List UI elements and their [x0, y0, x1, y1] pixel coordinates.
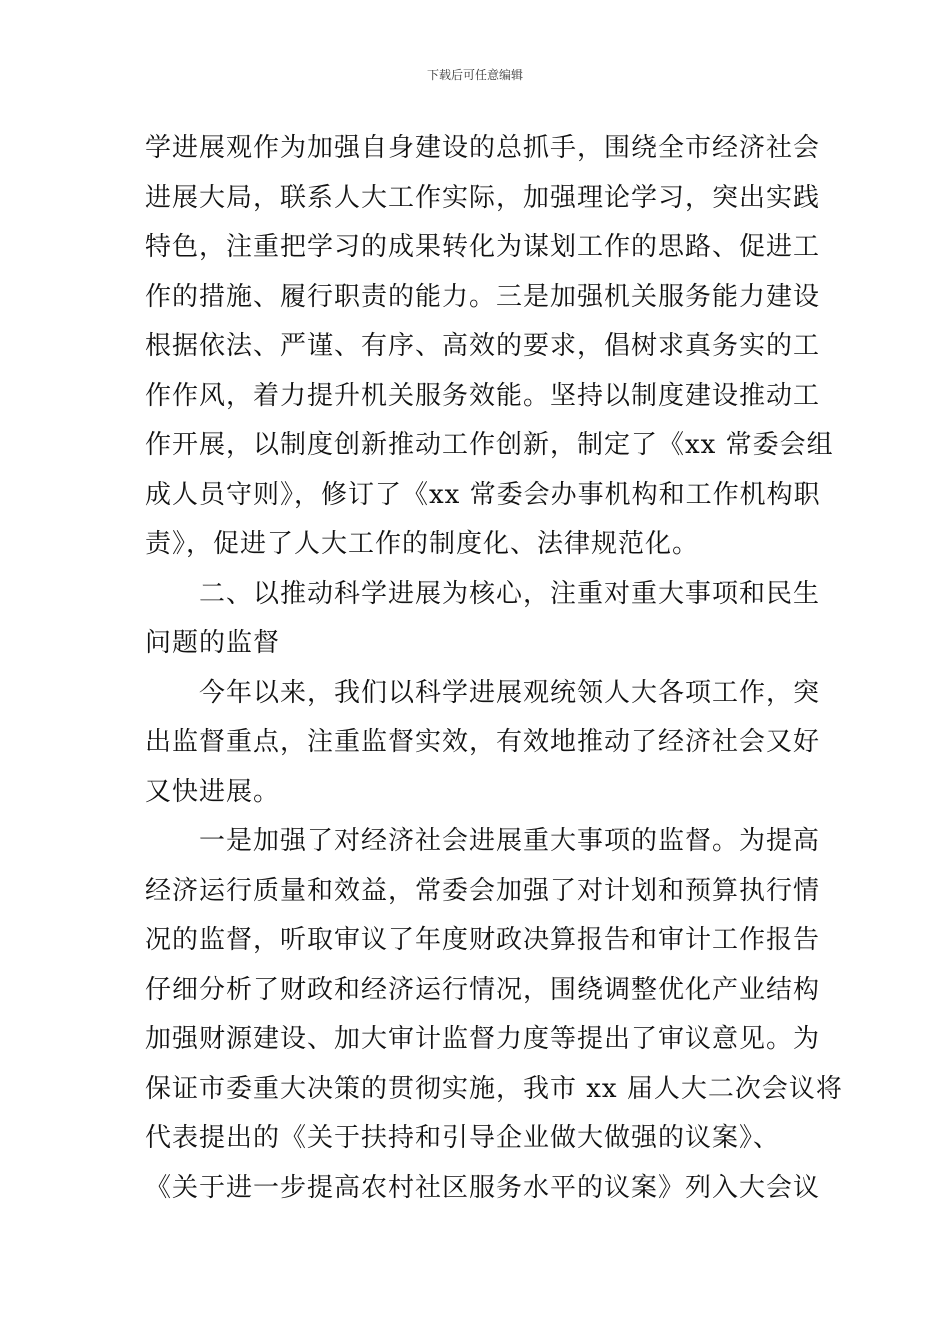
document-body	[145, 124, 843, 1213]
text-line: 今年以来，我们以科学进展观统领人大各项工作，突	[199, 677, 821, 708]
text-line: 根据依法、严谨、有序、高效的要求，倡树求真务实的工	[145, 331, 821, 361]
text-line: 责》，促进了人大工作的制度化、法律规范化。	[145, 529, 700, 559]
text-line: 《关于进一步提高农村社区服务水平的议案》列入大会议	[145, 1172, 821, 1203]
text-line: 进展大局，联系人大工作实际，加强理论学习，突出实践	[145, 182, 821, 213]
text-line: 特色，注重把学习的成果转化为谋划工作的思路、促进工	[145, 232, 821, 262]
text-line: 一是加强了对经济社会进展重大事项的监督。为提高	[199, 826, 821, 856]
text-line: 又快进展。	[145, 776, 281, 807]
section-heading-line: 二、以推动科学进展为核心，注重对重大事项和民生	[199, 578, 821, 609]
text-line: 成人员守则》，修订了《xx 常委会办事机构和工作机构职	[145, 479, 821, 510]
text-line: 经济运行质量和效益，常委会加强了对计划和预算执行情	[145, 875, 821, 906]
text-line: 代表提出的《关于扶持和引导企业做大做强的议案》、	[145, 1123, 781, 1153]
text-line: 加强财源建设、加大审计监督力度等提出了审议意见。为	[145, 1024, 821, 1054]
text-line: 作的措施、履行职责的能力。三是加强机关服务能力建设	[145, 281, 821, 312]
text-line: 仔细分析了财政和经济运行情况，围绕调整优化产业结构	[145, 974, 821, 1005]
section-heading-line: 问题的监督	[145, 628, 281, 658]
text-line: 学进展观作为加强自身建设的总抓手，围绕全市经济社会	[145, 133, 821, 163]
text-line: 作开展，以制度创新推动工作创新，制定了《xx 常委会组	[145, 430, 834, 460]
page-header-note: 下载后可任意编辑	[426, 68, 523, 82]
text-line: 作作风，着力提升机关服务效能。坚持以制度建设推动工	[145, 380, 821, 411]
text-line: 保证市委重大决策的贯彻实施，我市 xx 届人大二次会议将	[145, 1073, 843, 1104]
text-line: 出监督重点，注重监督实效，有效地推动了经济社会又好	[145, 727, 821, 757]
text-line: 况的监督，听取审议了年度财政决算报告和审计工作报告	[145, 925, 821, 955]
